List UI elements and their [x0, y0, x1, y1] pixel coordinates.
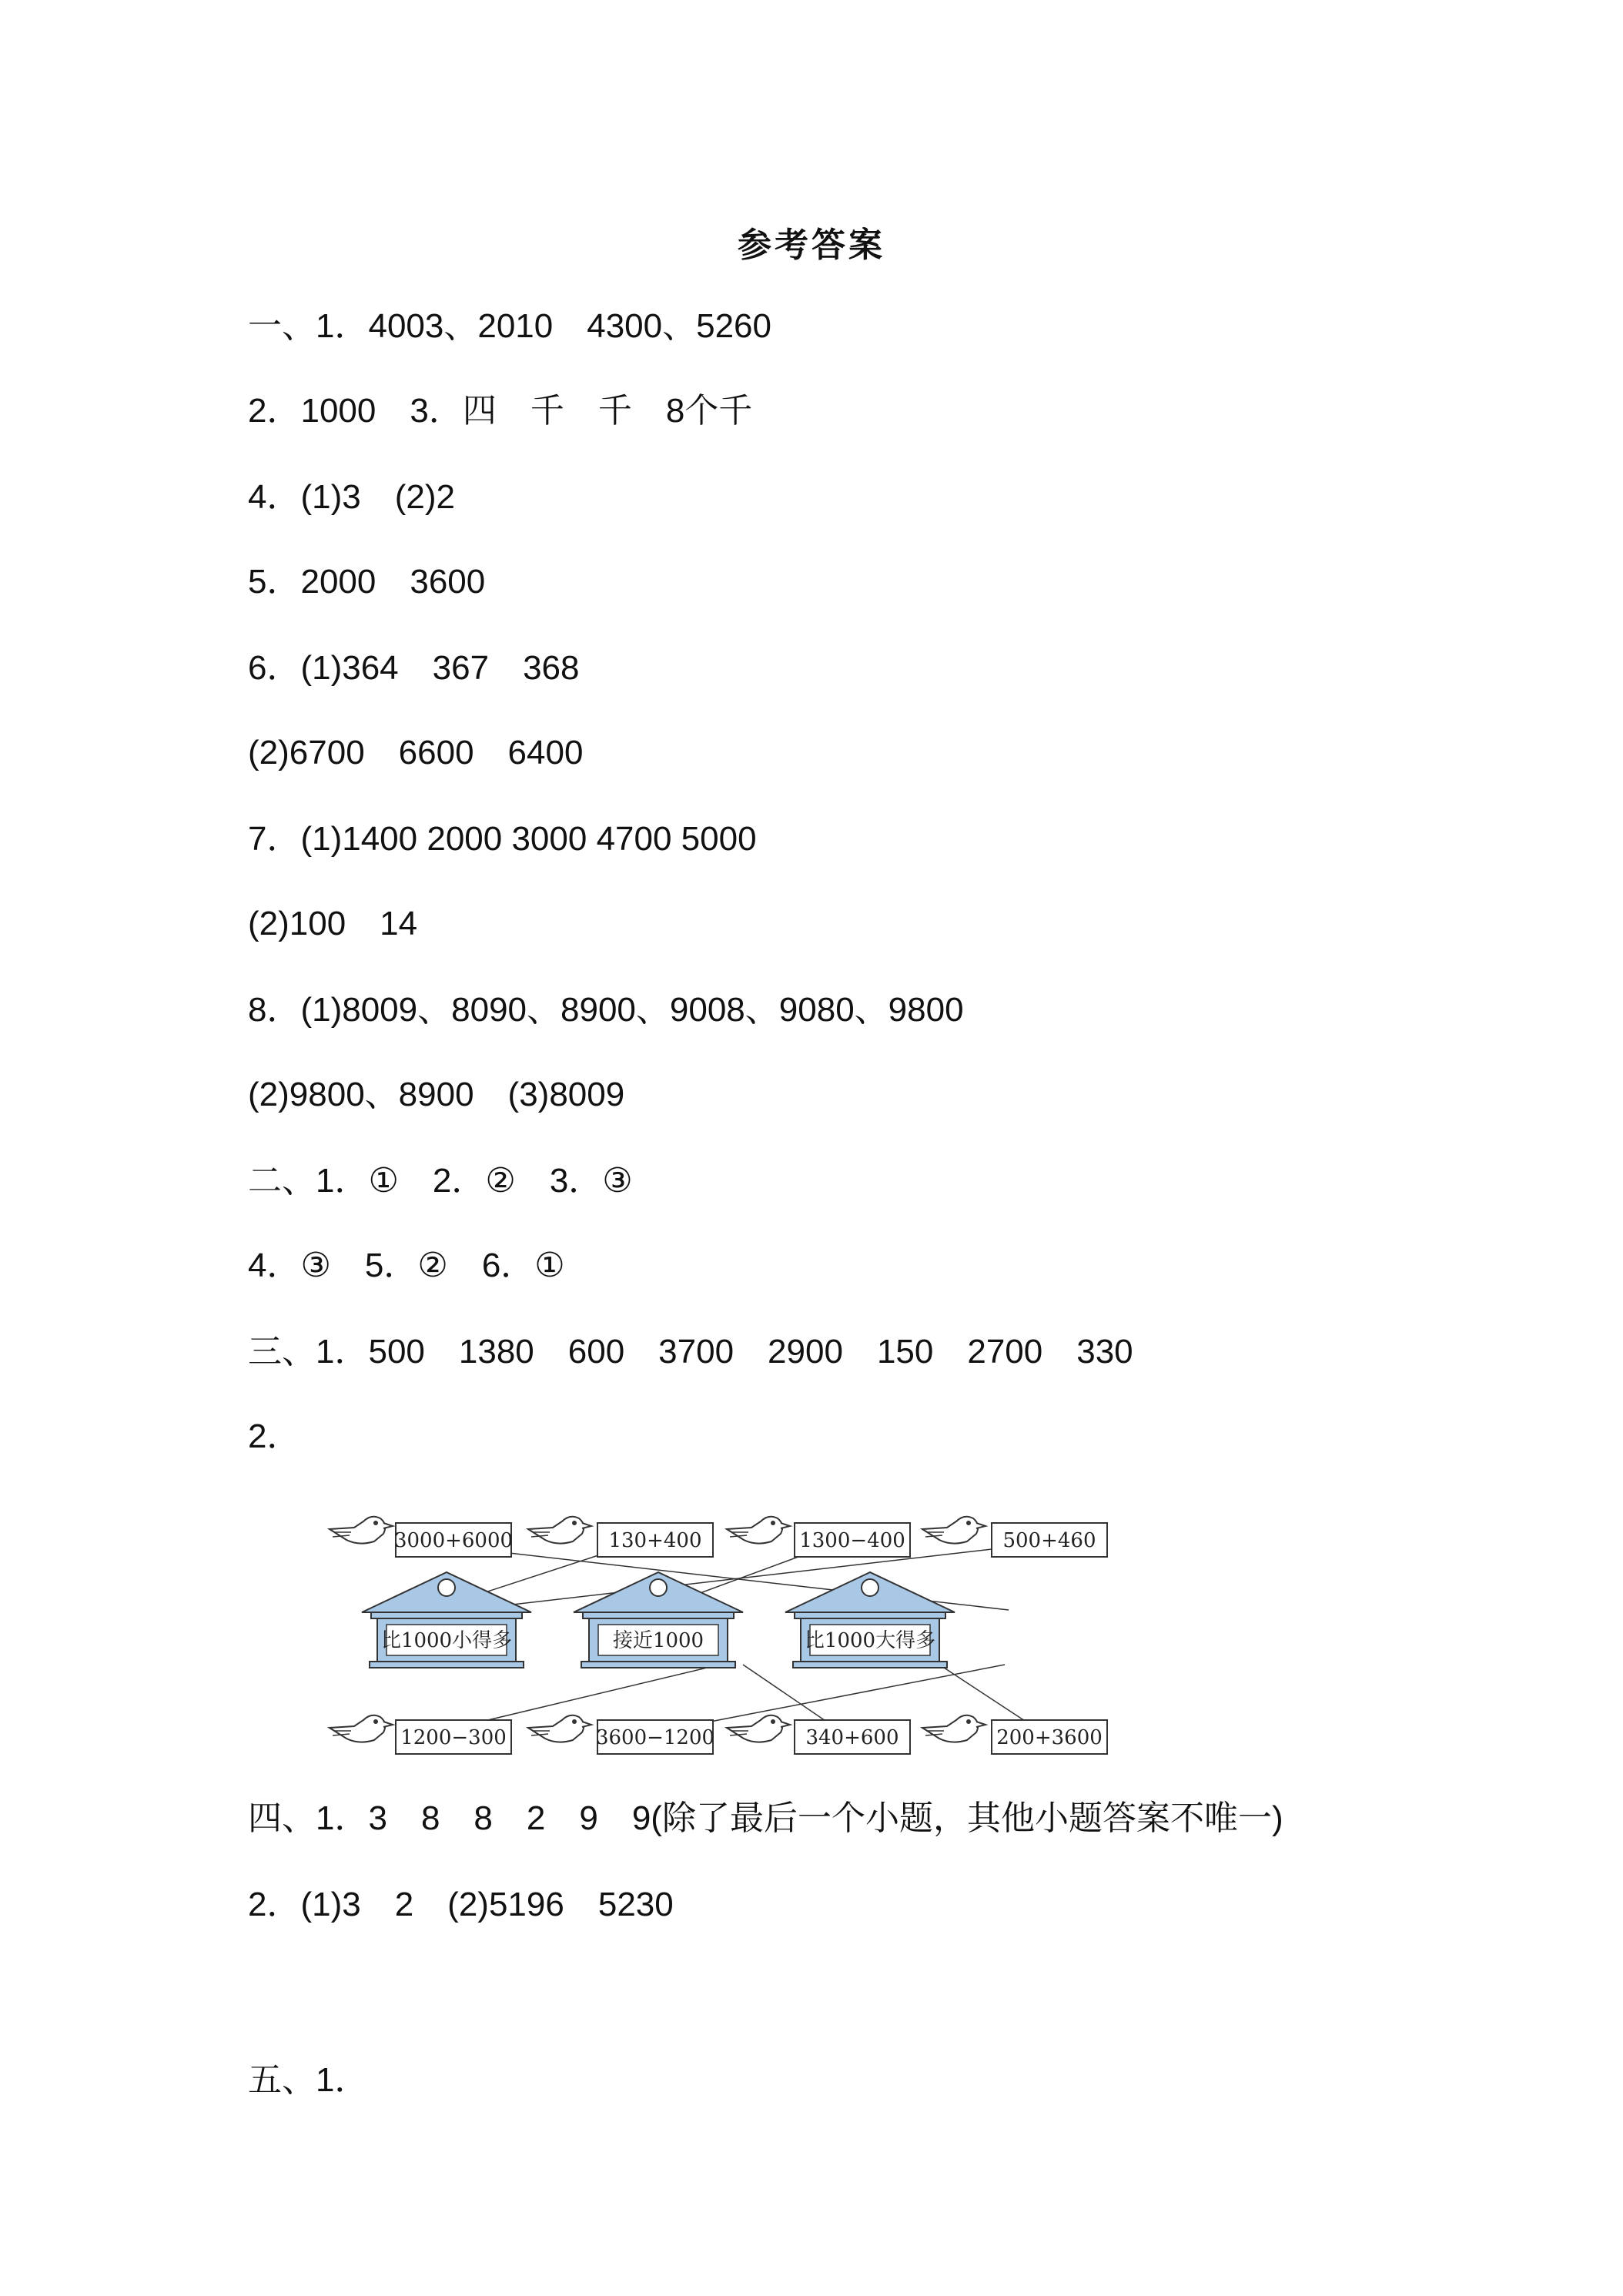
house-label: 接近1000 — [612, 1629, 704, 1652]
bottom-expression: 340+600 — [805, 1726, 899, 1749]
answer-line: 5．2000 3600 — [248, 563, 486, 601]
house-label: 比1000大得多 — [804, 1629, 936, 1652]
connector-lines — [423, 1545, 1047, 1735]
answer-line: 4．(1)3 (2)2 — [248, 478, 455, 516]
matching-diagram — [323, 1497, 1124, 1766]
answer-line: 2．1000 3．四 千 千 8个千 — [248, 392, 753, 430]
answer-line: (2)6700 6600 6400 — [248, 734, 584, 771]
bottom-expression: 3600−1200 — [595, 1726, 715, 1749]
house-icon — [785, 1572, 955, 1668]
answer-line: 7．(1)1400 2000 3000 4700 5000 — [248, 820, 757, 858]
bird-icon — [330, 1517, 393, 1544]
answer-line: 2． — [248, 1417, 301, 1455]
top-expression: 3000+6000 — [393, 1529, 514, 1552]
answer-line: 8．(1)8009、8090、8900、9008、9080、9800 — [248, 991, 964, 1029]
bottom-expression: 200+3600 — [996, 1726, 1103, 1749]
bottom-row — [330, 1715, 1107, 1754]
bottom-expression: 1200−300 — [400, 1726, 507, 1749]
answer-line: 4．③ 5．② 6．① — [248, 1247, 565, 1284]
answer-line: 6．(1)364 367 368 — [248, 649, 580, 687]
answer-line: 三、1．500 1380 600 3700 2900 150 2700 330 — [248, 1333, 1133, 1371]
bird-icon — [528, 1517, 591, 1544]
page-title: 参考答案 — [738, 226, 885, 265]
house-label: 比1000小得多 — [380, 1629, 513, 1652]
top-expression: 130+400 — [608, 1529, 702, 1552]
top-expression: 500+460 — [1002, 1529, 1096, 1552]
bird-icon — [727, 1517, 790, 1544]
answer-line: 一、1．4003、2010 4300、5260 — [248, 307, 772, 345]
bird-icon — [528, 1715, 591, 1742]
bird-icon — [922, 1517, 986, 1544]
top-expression: 1300−400 — [799, 1529, 905, 1552]
bird-icon — [922, 1715, 986, 1742]
bird-icon — [330, 1715, 393, 1742]
answer-line: (2)9800、8900 (3)8009 — [248, 1076, 625, 1113]
house-icon — [362, 1572, 531, 1668]
answer-line: 2．(1)3 2 (2)5196 5230 — [248, 1886, 674, 1923]
answer-line: 四、1．3 8 8 2 9 9(除了最后一个小题，其他小题答案不唯一) — [248, 1799, 1283, 1837]
top-row — [330, 1517, 1107, 1557]
answer-line: 五、1． — [248, 2061, 369, 2099]
bird-icon — [727, 1715, 790, 1742]
answer-line: (2)100 14 — [248, 905, 418, 942]
answer-line: 二、1．① 2．② 3．③ — [248, 1162, 633, 1200]
houses — [362, 1572, 955, 1668]
